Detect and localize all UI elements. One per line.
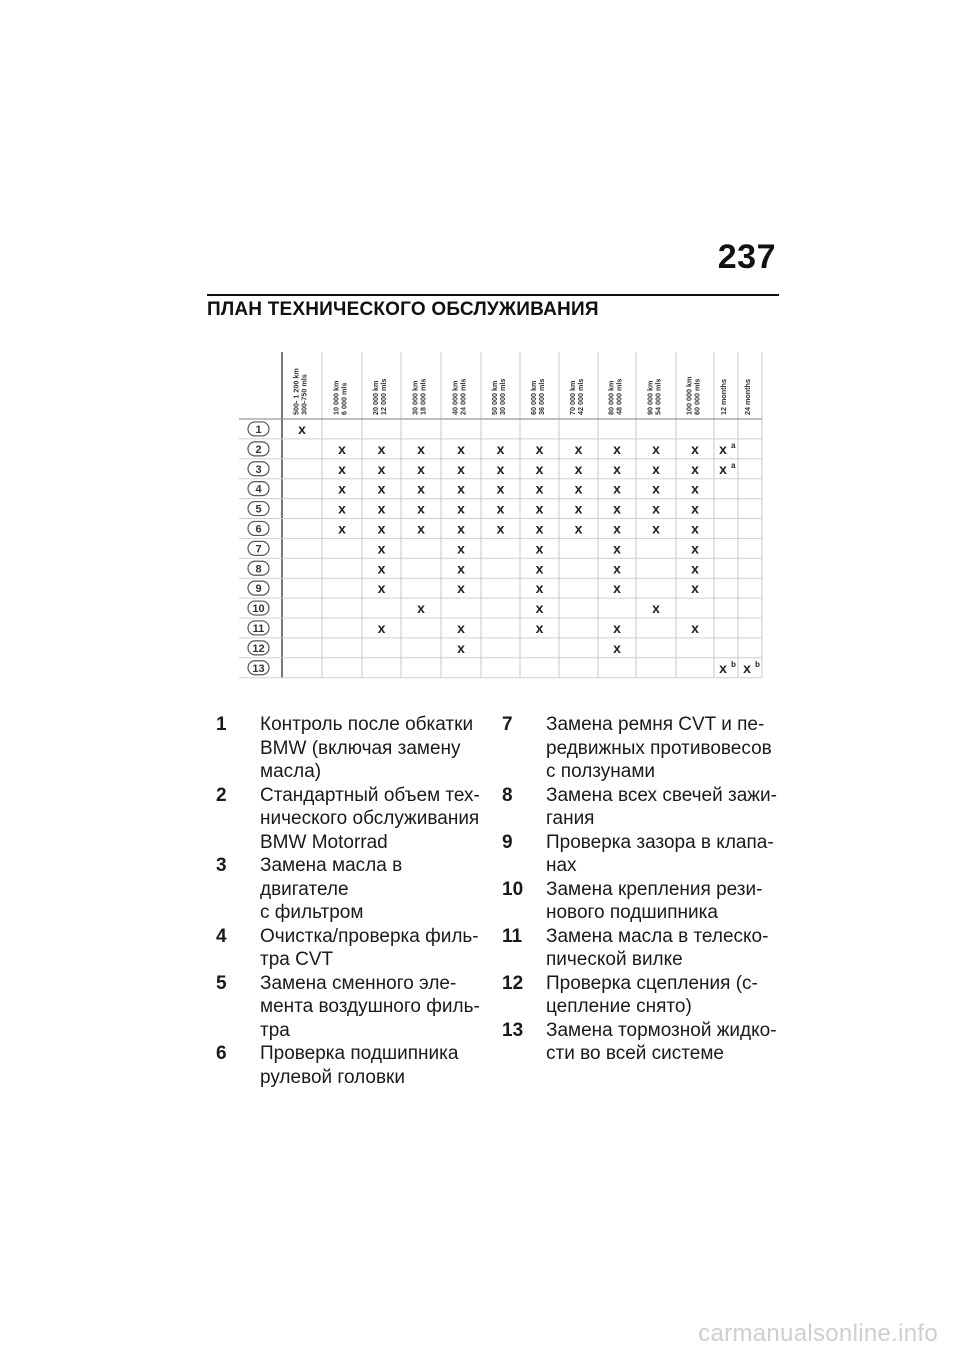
- service-mark: [457, 620, 465, 636]
- legend-number: 3: [216, 855, 227, 876]
- service-mark: [613, 620, 621, 636]
- service-mark: [613, 441, 621, 457]
- service-mark-x: x: [496, 460, 505, 477]
- service-mark-x: x: [613, 500, 621, 517]
- legend-item: [502, 784, 778, 831]
- row-number: 13: [252, 662, 265, 675]
- service-mark-x: x: [574, 480, 583, 497]
- service-mark-x: x: [719, 440, 727, 457]
- service-mark-x: x: [377, 440, 386, 457]
- column-header-line: 24 000 mls: [458, 378, 468, 415]
- service-mark: [575, 461, 583, 477]
- row-number-badge: [248, 621, 269, 635]
- legend-number: 11: [502, 925, 523, 947]
- service-mark-x: x: [457, 460, 465, 477]
- row-number: 11: [252, 622, 265, 635]
- service-mark: [338, 520, 346, 536]
- service-mark: [298, 421, 306, 437]
- service-mark: [719, 660, 736, 676]
- legend-number: 5: [216, 972, 227, 994]
- row-number-badge: [248, 422, 269, 436]
- legend-number: 2: [216, 784, 227, 806]
- column-header-line: 80 000 km: [606, 380, 616, 415]
- service-mark-x: x: [377, 560, 386, 577]
- service-mark: [536, 481, 544, 497]
- service-mark-x: x: [457, 619, 465, 636]
- service-mark: [457, 501, 465, 517]
- service-mark: [417, 461, 425, 477]
- service-mark-x: x: [457, 500, 465, 517]
- service-mark-x: x: [457, 540, 465, 557]
- service-mark-x: x: [535, 520, 544, 537]
- legend-text: Проверка подшипника рулевой головки: [260, 1043, 459, 1088]
- column-header: [719, 379, 728, 415]
- service-mark-x: x: [574, 460, 583, 477]
- row-number: 3: [255, 463, 262, 476]
- service-mark: [613, 640, 621, 656]
- service-mark-x: x: [743, 659, 751, 676]
- legend-item: [502, 713, 778, 784]
- service-mark: [652, 600, 660, 616]
- column-header-line: 100 000 km: [684, 376, 694, 415]
- service-mark-x: x: [496, 500, 505, 517]
- service-mark-x: x: [574, 440, 583, 457]
- service-mark: [378, 560, 386, 576]
- service-mark-x: x: [535, 600, 544, 617]
- section-title: ПЛАН ТЕХНИЧЕСКОГО ОБСЛУЖИВАНИЯ: [207, 299, 599, 320]
- service-mark: [613, 560, 621, 576]
- service-mark-x: x: [574, 520, 583, 537]
- column-header-line: 40 000 km: [450, 380, 460, 415]
- service-mark: [378, 461, 386, 477]
- service-mark: [378, 441, 386, 457]
- service-mark-x: x: [613, 639, 621, 656]
- service-mark-x: x: [457, 639, 465, 656]
- legend-item: [216, 972, 486, 1043]
- column-header-line: 54 000 mls: [653, 378, 663, 415]
- service-mark-x: x: [652, 440, 660, 457]
- service-mark: [743, 660, 760, 676]
- legend-number: 13: [502, 1019, 524, 1041]
- service-mark: [719, 461, 736, 477]
- service-mark-x: x: [377, 520, 386, 537]
- row-number-badge: [248, 661, 269, 675]
- service-mark-x: x: [535, 580, 544, 597]
- service-mark-x: x: [496, 520, 505, 537]
- column-header-line: 500- 1 200 km: [291, 368, 301, 415]
- legend-text: Проверка сцепления (с- цепление снято): [546, 972, 758, 1017]
- service-mark: [536, 441, 544, 457]
- column-header: [646, 379, 663, 415]
- service-mark: [691, 461, 699, 477]
- row-number: 12: [252, 642, 265, 655]
- service-mark: [417, 600, 425, 616]
- service-mark: [613, 481, 621, 497]
- legend-item: [216, 1042, 486, 1089]
- service-mark: [691, 441, 699, 457]
- service-mark: [536, 501, 544, 517]
- row-number: 7: [255, 543, 262, 556]
- legend-text: Проверка зазора в клапа- нах: [546, 831, 774, 876]
- column-header: [411, 379, 428, 415]
- service-mark: [691, 481, 699, 497]
- column-header: [568, 379, 585, 415]
- legend-text: Замена всех свечей зажи- гания: [546, 784, 777, 829]
- column-header: [743, 379, 752, 415]
- service-mark: [417, 441, 425, 457]
- service-mark-x: x: [496, 480, 505, 497]
- column-header-line: 70 000 km: [568, 380, 577, 415]
- service-mark-x: x: [338, 460, 346, 477]
- service-mark-x: x: [535, 460, 544, 477]
- column-header: [685, 377, 702, 415]
- footnote-mark: b: [755, 659, 760, 669]
- legend-item: [502, 878, 778, 925]
- row-number-badge: [248, 601, 269, 615]
- service-mark-x: x: [613, 540, 621, 557]
- legend-number: 8: [502, 784, 513, 806]
- service-mark-x: x: [691, 500, 699, 517]
- service-mark: [378, 540, 386, 556]
- service-mark-x: x: [613, 619, 621, 636]
- service-mark-x: x: [338, 500, 346, 517]
- service-mark: [613, 501, 621, 517]
- watermark: carmanualsonline.info: [698, 1320, 938, 1347]
- legend-text: Контроль после обкатки BMW (включая замену масла): [260, 714, 474, 782]
- service-mark-x: x: [417, 520, 425, 537]
- service-mark: [719, 441, 736, 457]
- legend-number: 4: [216, 925, 227, 947]
- column-header: [292, 368, 309, 415]
- service-mark-x: x: [574, 500, 583, 517]
- service-mark: [613, 461, 621, 477]
- legend-item: [502, 925, 778, 972]
- row-number: 10: [252, 603, 265, 616]
- service-mark: [575, 441, 583, 457]
- service-mark-x: x: [535, 540, 544, 557]
- service-mark-x: x: [535, 480, 544, 497]
- service-mark: [691, 620, 699, 636]
- column-header-line: 24 months: [743, 379, 752, 415]
- service-mark: [497, 520, 505, 536]
- column-header-line: 30 000 mls: [498, 378, 507, 415]
- service-mark-x: x: [377, 480, 386, 497]
- service-mark-x: x: [457, 480, 465, 497]
- service-mark: [613, 520, 621, 536]
- service-mark: [417, 501, 425, 517]
- service-mark-x: x: [457, 440, 465, 457]
- column-header-line: 12 000 mls: [379, 378, 388, 415]
- service-mark: [536, 461, 544, 477]
- service-mark: [536, 580, 544, 596]
- row-number-badge: [248, 442, 269, 456]
- service-mark-x: x: [613, 520, 621, 537]
- service-mark: [575, 481, 583, 497]
- legend-number: 9: [502, 831, 513, 853]
- column-header: [371, 379, 388, 415]
- service-mark: [457, 441, 465, 457]
- legend-text: Замена ремня CVT и пе- редвижных противовесов с ползунами: [546, 714, 772, 782]
- service-mark-x: x: [652, 500, 660, 517]
- service-mark-x: x: [719, 659, 727, 676]
- service-mark-x: x: [691, 440, 699, 457]
- service-mark: [497, 501, 505, 517]
- service-mark: [338, 461, 346, 477]
- service-mark-x: x: [535, 500, 544, 517]
- service-mark: [378, 580, 386, 596]
- legend-number: 12: [502, 972, 524, 994]
- service-mark-x: x: [338, 480, 346, 497]
- service-mark-x: x: [691, 580, 699, 597]
- legend-item: [502, 831, 778, 878]
- row-number-badge: [248, 561, 269, 575]
- legend-number: 1: [216, 714, 227, 735]
- column-header-line: 48 000 mls: [614, 378, 624, 415]
- service-mark-x: x: [691, 460, 699, 477]
- legend-number: 6: [216, 1043, 227, 1064]
- service-mark-x: x: [496, 440, 505, 457]
- service-mark-x: x: [691, 540, 699, 557]
- column-header: [529, 379, 546, 415]
- row-number: 2: [255, 443, 262, 456]
- column-header-line: 30 000 km: [410, 380, 420, 415]
- service-mark: [613, 540, 621, 556]
- service-mark: [457, 580, 465, 596]
- service-mark-x: x: [457, 580, 465, 597]
- service-mark: [691, 580, 699, 596]
- column-header-line: 50 000 km: [490, 380, 499, 415]
- service-mark-x: x: [377, 540, 386, 557]
- row-number: 6: [255, 523, 262, 536]
- footnote-mark: b: [731, 659, 736, 669]
- column-header-line: 10 000 km: [331, 380, 341, 415]
- legend-item: [502, 1019, 778, 1066]
- service-mark-x: x: [719, 460, 727, 477]
- service-mark: [378, 520, 386, 536]
- service-mark-x: x: [338, 520, 346, 537]
- legend-text: Стандартный объем тех- нического обслуживания BMW Motorrad: [260, 784, 480, 853]
- page-number: 237: [717, 238, 776, 276]
- row-number: 1: [255, 423, 262, 436]
- service-mark: [338, 441, 346, 457]
- service-mark: [457, 560, 465, 576]
- service-mark: [378, 620, 386, 636]
- column-header: [490, 379, 507, 415]
- service-mark-x: x: [417, 500, 425, 517]
- row-number: 9: [255, 583, 262, 596]
- column-header-line: 20 000 km: [371, 380, 380, 415]
- service-mark: [417, 481, 425, 497]
- service-mark-x: x: [377, 580, 386, 597]
- service-mark: [536, 560, 544, 576]
- service-mark: [457, 520, 465, 536]
- service-mark: [536, 620, 544, 636]
- row-number-badge: [248, 502, 269, 516]
- service-mark: [497, 461, 505, 477]
- service-mark: [691, 520, 699, 536]
- legend-item: [216, 854, 486, 925]
- legend-item: [216, 713, 486, 784]
- service-mark-x: x: [535, 560, 544, 577]
- service-mark-x: x: [613, 480, 621, 497]
- legend-left: [216, 713, 486, 1089]
- legend-right: [502, 713, 778, 1066]
- footnote-mark: a: [731, 460, 736, 470]
- service-mark: [457, 481, 465, 497]
- service-mark: [691, 540, 699, 556]
- service-mark: [691, 501, 699, 517]
- service-mark-x: x: [535, 619, 544, 636]
- legend-item: [502, 972, 778, 1019]
- service-mark: [417, 520, 425, 536]
- service-mark-x: x: [417, 600, 425, 617]
- legend-number: 7: [502, 714, 513, 735]
- legend-text: Замена крепления рези- нового подшипника: [546, 878, 763, 923]
- column-header-line: 90 000 km: [645, 380, 655, 415]
- service-mark: [536, 600, 544, 616]
- service-mark: [652, 441, 660, 457]
- service-mark-x: x: [338, 440, 346, 457]
- service-mark-x: x: [691, 619, 699, 636]
- service-mark-x: x: [417, 480, 425, 497]
- service-mark: [691, 560, 699, 576]
- row-number-badge: [248, 482, 269, 496]
- service-mark-x: x: [613, 440, 621, 457]
- row-number-badge: [248, 581, 269, 595]
- legend-text: Замена масла в двигателе с фильтром: [260, 855, 403, 923]
- legend-item: [216, 784, 486, 855]
- service-mark-x: x: [457, 560, 465, 577]
- legend-number: 10: [502, 878, 524, 900]
- service-mark-x: x: [652, 460, 660, 477]
- column-header-line: 18 000 mls: [418, 378, 428, 415]
- column-header-line: 300-750 mls: [299, 374, 309, 415]
- row-number: 8: [255, 563, 262, 576]
- legend-text: Замена масла в телеско- пической вилке: [546, 925, 769, 970]
- service-mark: [457, 461, 465, 477]
- column-header-line: 6 000 mls: [339, 382, 349, 415]
- legend-text: Очистка/проверка филь- тра CVT: [260, 925, 479, 970]
- row-number: 4: [255, 483, 262, 496]
- service-mark: [652, 481, 660, 497]
- service-mark: [536, 520, 544, 536]
- service-mark: [497, 441, 505, 457]
- service-mark: [457, 540, 465, 556]
- column-header-line: 36 000 mls: [537, 378, 546, 415]
- service-mark-x: x: [691, 520, 699, 537]
- service-mark: [338, 481, 346, 497]
- service-mark: [457, 640, 465, 656]
- service-mark-x: x: [298, 420, 306, 437]
- column-header: [332, 381, 349, 415]
- service-mark: [613, 580, 621, 596]
- service-mark-x: x: [652, 520, 660, 537]
- service-mark-x: x: [377, 460, 386, 477]
- service-mark: [536, 540, 544, 556]
- service-mark: [378, 481, 386, 497]
- legend-text: Замена сменного эле- мента воздушного филь- тра: [260, 972, 480, 1041]
- column-header-line: 60 000 km: [529, 380, 538, 415]
- service-mark: [575, 501, 583, 517]
- service-mark: [652, 501, 660, 517]
- service-mark: [497, 481, 505, 497]
- column-header: [607, 379, 624, 415]
- service-mark-x: x: [535, 440, 544, 457]
- service-mark: [575, 520, 583, 536]
- row-number-badge: [248, 521, 269, 535]
- service-mark-x: x: [417, 460, 425, 477]
- service-mark-x: x: [457, 520, 465, 537]
- service-mark: [378, 501, 386, 517]
- service-mark-x: x: [652, 480, 660, 497]
- service-mark-x: x: [613, 560, 621, 577]
- column-header-line: 60 000 mls: [692, 378, 702, 415]
- row-number-badge: [248, 462, 269, 476]
- service-mark-x: x: [377, 619, 386, 636]
- column-header: [451, 379, 468, 415]
- service-mark: [338, 501, 346, 517]
- service-mark: [652, 461, 660, 477]
- row-number-badge: [248, 541, 269, 555]
- legend-item: [216, 925, 486, 972]
- column-header-line: 12 months: [719, 379, 728, 415]
- row-number-badge: [248, 641, 269, 655]
- legend-text: Замена тормозной жидко- сти во всей системе: [546, 1019, 777, 1064]
- service-mark-x: x: [652, 600, 660, 617]
- service-mark-x: x: [417, 440, 425, 457]
- row-number: 5: [255, 503, 262, 516]
- service-mark-x: x: [377, 500, 386, 517]
- service-mark: [652, 520, 660, 536]
- service-mark-x: x: [613, 460, 621, 477]
- service-mark-x: x: [691, 480, 699, 497]
- footnote-mark: a: [731, 440, 736, 450]
- service-mark-x: x: [613, 580, 621, 597]
- column-header-line: 42 000 mls: [576, 378, 585, 415]
- service-mark-x: x: [691, 560, 699, 577]
